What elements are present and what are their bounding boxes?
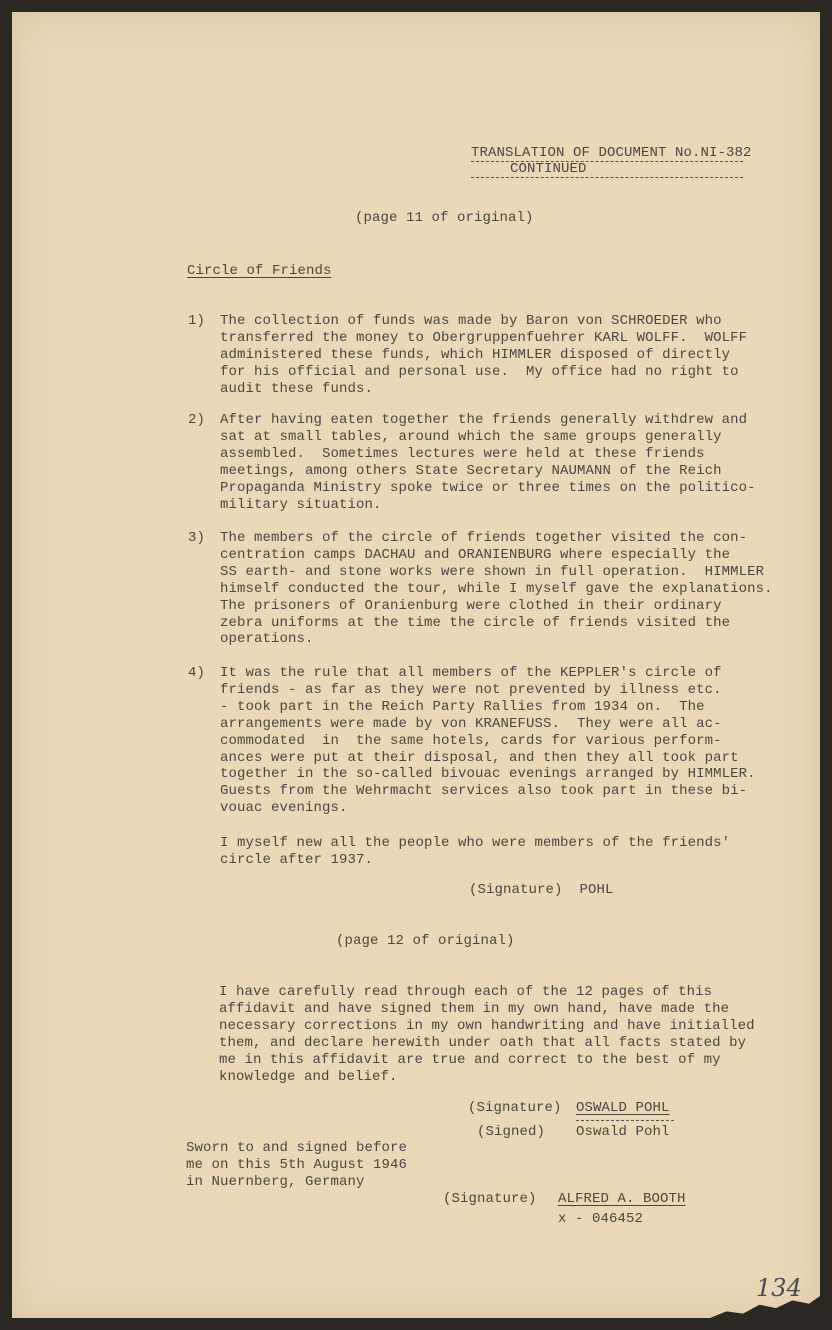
sworn-statement [186, 1140, 407, 1191]
paragraph-number: 3) [188, 530, 206, 546]
text-line: me on this 5th August 1946 [186, 1156, 408, 1173]
text-line: assembled. Sometimes lectures were held at these friends [220, 445, 705, 462]
text-line: centration camps DACHAU and ORANIENBURG where especially the [220, 546, 731, 563]
signature-label-3: (Signature) [443, 1191, 537, 1207]
signature-pohl [469, 882, 614, 899]
text-line: vouac evenings. [220, 800, 348, 817]
text-line: for his official and personal use. My office had no right to [220, 363, 739, 380]
signature-line [576, 1120, 674, 1121]
text-line: together in the so-called bivouac evenings arranged by HIMMLER. [220, 766, 756, 783]
signed-name: Oswald Pohl [576, 1124, 670, 1140]
text-line: zebra uniforms at the time the circle of friends visited the [220, 614, 731, 631]
handwritten-page-number: 134 [756, 1274, 802, 1302]
document-title: TRANSLATION OF DOCUMENT No.NI-382 [471, 145, 752, 161]
paragraph-number: 4) [188, 665, 206, 681]
text-line: It was the rule that all members of the KEPPLER's circle of [220, 665, 722, 681]
text-line: SS earth- and stone works were shown in full operation. HIMMLER [220, 563, 765, 580]
document-page [12, 12, 820, 1318]
text-line: military situation. [220, 496, 382, 513]
text-line: The collection of funds was made by Baron von SCHROEDER who [220, 313, 722, 329]
signature-label: (Signature) [469, 882, 563, 898]
paragraph [220, 665, 756, 817]
section-title: Circle of Friends [187, 263, 332, 279]
text-line: commodated in the same hotels, cards for various perform- [220, 732, 722, 749]
paragraph [220, 313, 747, 398]
text-line: I have carefully read through each of the 12 pages of this [219, 984, 713, 1000]
text-line: necessary corrections in my own handwriting and have initialled [219, 1017, 755, 1034]
paragraph-number: 1) [188, 313, 206, 329]
text-line: circle after 1937. [220, 851, 374, 868]
text-line: sat at small tables, around which the same groups generally [220, 428, 722, 445]
signature-name: POHL [579, 882, 614, 898]
text-line: Sworn to and signed before [186, 1140, 408, 1156]
page-marker-11: (page 11 of original) [355, 210, 534, 226]
affidavit-paragraph [219, 984, 755, 1085]
page-marker-12: (page 12 of original) [336, 933, 515, 949]
text-line: them, and declare herewith under oath that all facts stated by [219, 1034, 747, 1051]
text-line: The prisoners of Oranienburg were clothed in their ordinary [220, 597, 722, 614]
text-line: meetings, among others State Secretary NAUMANN of the Reich [220, 462, 722, 479]
text-line: Guests from the Wehrmacht services also took part in these bi- [220, 783, 748, 800]
paragraph [220, 530, 773, 648]
continued-label: CONTINUED [510, 161, 587, 177]
signature-name-3: ALFRED A. BOOTH [558, 1191, 686, 1207]
paragraph [220, 835, 730, 869]
paragraph-number: 2) [188, 412, 206, 428]
text-line: knowledge and belief. [219, 1068, 398, 1085]
text-line: administered these funds, which HIMMLER disposed of directly [220, 346, 731, 363]
text-line: After having eaten together the friends generally withdrew and [220, 412, 748, 428]
signed-label: (Signed) [477, 1124, 546, 1140]
continued-underline [471, 177, 743, 178]
text-line: audit these funds. [220, 380, 374, 397]
paragraph [220, 412, 756, 513]
text-line: in Nuernberg, Germany [186, 1173, 365, 1190]
text-line: I myself new all the people who were members of the friends' [220, 835, 731, 851]
text-line: arrangements were made by von KRANEFUSS. They were all ac- [220, 715, 722, 732]
text-line: transferred the money to Obergruppenfuehrer KARL WOLFF. WOLFF [220, 329, 748, 346]
text-line: me in this affidavit are true and correct to the best of my [219, 1051, 721, 1068]
text-line: ances were put at their disposal, and then they all took part [220, 749, 739, 766]
text-line: affidavit and have signed them in my own hand, have made the [219, 1000, 730, 1017]
text-line: friends - as far as they were not prevented by illness etc. [220, 681, 722, 698]
signature-label-2: (Signature) [468, 1100, 562, 1116]
text-line: himself conducted the tour, while I myself gave the explanations. [220, 580, 773, 597]
text-line: operations. [220, 631, 314, 648]
serial-number: x - 046452 [558, 1211, 644, 1227]
text-line: Propaganda Ministry spoke twice or three times on the politico- [220, 479, 756, 496]
text-line: The members of the circle of friends together visited the con- [220, 530, 748, 546]
text-line: - took part in the Reich Party Rallies from 1934 on. The [220, 698, 705, 715]
signature-name-2: OSWALD POHL [576, 1100, 670, 1116]
